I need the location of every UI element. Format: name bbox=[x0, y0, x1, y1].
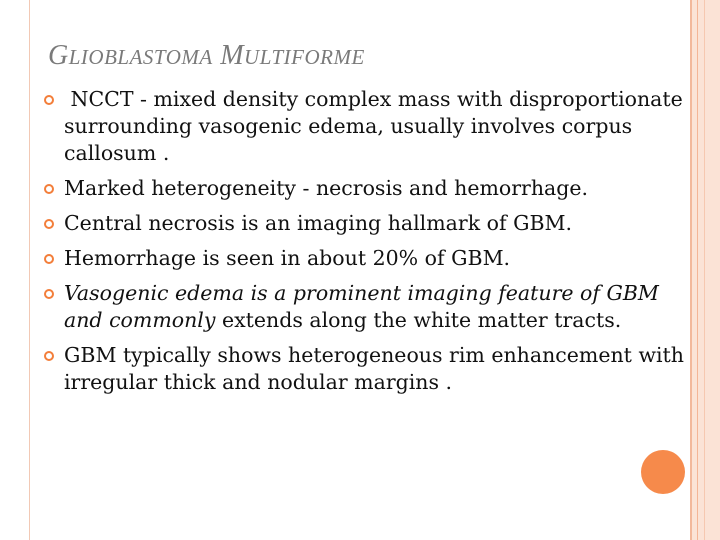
bullet-text: Central necrosis is an imaging hallmark of GBM. bbox=[64, 211, 573, 235]
bullet-text: NCCT - mixed density complex mass with disproportionate surrounding vasogenic edema, usually involves corpus callosum . bbox=[64, 87, 690, 165]
bullet-item bbox=[44, 342, 684, 396]
slide-title bbox=[48, 40, 365, 72]
bullet-text bbox=[64, 281, 659, 332]
bullet-item bbox=[44, 175, 684, 202]
ring-bullet-icon bbox=[44, 95, 54, 105]
title-initial-2: M bbox=[220, 40, 245, 71]
bullet-text: GBM typically shows heterogeneous rim enhancement with irregular thick and nodular margins . bbox=[64, 343, 684, 394]
bullet-text-italic: Vasogenic edema is a prominent imaging feature of GBM and commonly bbox=[64, 281, 659, 332]
bullet-item bbox=[44, 86, 690, 167]
title-rest-2: ULTIFORME bbox=[244, 45, 365, 69]
bullet-text: Marked heterogeneity - necrosis and hemorrhage. bbox=[64, 176, 589, 200]
bullet-text: Hemorrhage is seen in about 20% of GBM. bbox=[64, 246, 511, 270]
ring-bullet-icon bbox=[44, 254, 54, 264]
bullet-item bbox=[44, 210, 684, 237]
ring-bullet-icon bbox=[44, 219, 54, 229]
right-frame-band bbox=[690, 0, 720, 540]
ring-bullet-icon bbox=[44, 184, 54, 194]
bullet-item bbox=[44, 280, 684, 334]
decorative-orange-circle bbox=[641, 450, 685, 494]
ring-bullet-icon bbox=[44, 351, 54, 361]
bullet-list bbox=[44, 86, 690, 404]
right-frame-line-inner bbox=[704, 0, 705, 540]
right-frame-line bbox=[697, 0, 698, 540]
ring-bullet-icon bbox=[44, 289, 54, 299]
bullet-text-regular: extends along the white matter tracts. bbox=[215, 308, 622, 332]
title-initial-1: G bbox=[48, 40, 69, 71]
title-rest-1: LIOBLASTOMA bbox=[68, 45, 213, 69]
left-frame-border bbox=[0, 0, 30, 540]
bullet-item bbox=[44, 245, 684, 272]
